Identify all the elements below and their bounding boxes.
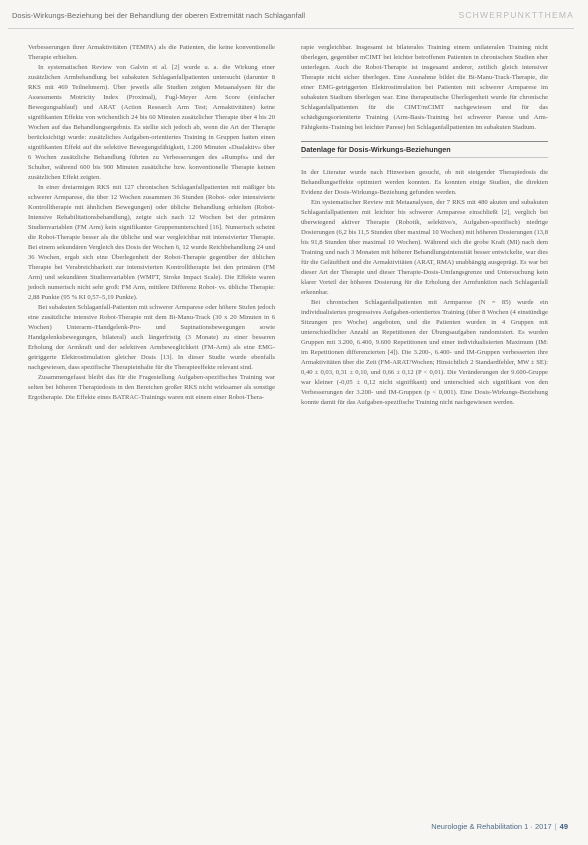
paragraph: In der Literatur wurde nach Hinweisen gesucht, ob mit steigender Therapiedosis die Behandlungseffekte optimiert werden konnten. Es konnten einige Studien, die direkten Evidenz der Dosis-Wirkungs-Beziehung gefunden werden. xyxy=(301,169,548,196)
page-number: 49 xyxy=(559,822,568,831)
paragraph: Bei subakuten Schlaganfall-Patienten mit schwerer Armparese oder höhere Stufen jedoch eine zusätzliche intensive Robot-Therapie mit dem Bi-Manu-Track (30 x 20 Minuten in 6 Wochen) Unterarm-/Handgelenk-Pro- und Supinationsbewegungen sowie Handgelenksbewegungen, bilateral) auch längerfristig (3 Monate) zu einer besseren Erholung der Armkraft und der selektiven Armbeweglichkeit (FM-Arm) als eine EMG-getriggerte Elektrostimulation gleicher Dosis [13]. In dieser Studie wurde ebenfalls nachgewiesen, dass spezifische Therapieinhalte für die Therapieeffekte relevant sind. xyxy=(28,304,275,371)
journal-name: Neurologie & Rehabilitation 1 · 2017 xyxy=(431,822,552,831)
paragraph: In einer dreiarmigen RKS mit 127 chronischen Schlaganfallpatienten mit mäßiger bis schwerer Armparese, die über 12 Wochen zusammen 36 Stunden (Robot- oder intensivierte Kontrolltherapie mit ähnlichen Bewegungen) oder übliche Behandlung erhielten (Robot-Intensive Rehabilitationsbehandlung), zeigte sich nach 12 Wochen bei der primären Studienvariablen (FM Arm) kein signifikanter Gruppenunterschied [16]. Numerisch scheint die Robot-Therapie besser als die übliche und war vergleichbar mit intensivierter Therapie. Bei einem sekundären Vergleich des Dosis der Wochen 6, 12 wurde Reichbehandlung 24 und 36 Wochen, ergab sich eine Überlegenheit der Robot-Therapie gegenüber der üblichen Therapie bei Verabreichbarkeit zur intensivierten Kontrolltherapie bei den primären (FM Arm) und sekundären Studienvariablen (WMFT, Stroke Impact Scale). Die Effekte waren jedoch numerisch nicht sehr groß: FM Arm, mittlere Differenz Robot- vs. übliche Therapie: 2,88 Punkte (95 % KI 0,57–5,19 Punkte). xyxy=(28,184,275,301)
paragraph: Zusammengefasst bleibt das für die Fragestellung Aufgaben-spezifisches Training war selten bei höheren Therapiedosis in den Bereichen großer RKS nicht wirksamer als sonstige Ergotherapie. Die Effekte eines BATRAC-Trainings waren mit einem einer Robot-Thera- xyxy=(28,374,275,401)
paragraph: In systematischen Review von Galvin et al. [2] wurde u. a. die Wirkung einer zusätzlichen Armbehandlung bei subakuten Schlaganfallpatienten untersucht (darunter 8 RKS mit 469 Teilnehmern). Über jeweils alle Studien zeigten Metaanalysen für die Assessments Motricity Index (Proximal), Fugl-Meyer Arm Score (einfacher Bewegungsablauf) und ARAT (Action Research Arm Test; Armaktivitäten) keine signifikanten Effekte von wöchentlich 24 bis 60 Minuten zusätzlicher Therapie über 4 bis 20 Wochen auf das Behandlungsergebnis. Es stellte sich jedoch ab, wenn die Art der Therapie berücksichtigt wurde: zusätzliches Aufgaben-orientiertes Training in Gruppen hatten einen signifikanten Effekt auf die selektive Bewegungsfähigkeit, 1.200 Minuten «Dualaktiv» über 6 Wochen zusätzliche Behandlung führten zu Verbesserungen des «Rumpfs» und der Schulter, während 600 bis 900 Minuten zusätzliche bzw. konventionelle Therapie keinen zusätzlichen Effekt zeigten. xyxy=(28,64,275,181)
footer-separator: | xyxy=(554,822,557,831)
section-label: SCHWERPUNKTTHEMA xyxy=(458,10,574,20)
running-header xyxy=(8,8,574,29)
left-column xyxy=(28,43,275,403)
paragraph: Verbesserungen ihrer Armaktivitäten (TEMPA) als die Patienten, die keine konventionelle Therapie erhielten. xyxy=(28,44,275,61)
paragraph: Bei chronischen Schlaganfallpatienten mit Armparese (N = 85) wurde ein individualisiertes progressives Aufgaben-orientiertes Training (über 8 Wochen (4 einstündige Sitzungen pro Woche) angeboten, und die Patienten wurden in 4 Gruppen mit unterschiedlicher Anzahl an Repetitionen der Übungsaufgaben randomisiert. Es wurden Gruppen mit 3.200, 6.400, 9.600 Repetitionen und einer individualisierten Maximum (IM: im Repetitionen differenzierten [4]). Die 3.200-, 6.400- und IM-Gruppen verbesserten ihre Armaktivitäten über die Zeit (FM-ARAT/Wochen; Hinsichtlich 2 Standardfehler, MW ± SE): 0,40 ± 0,03, 0,31 ± 0,10, und 0,66 ± 0,12 (P < 0,01). Die Veränderungen der 9.600-Gruppe war kleiner (-0,05 ± 0,12 nicht signifikant) und unterschied sich signifikant von den Verbesserungen der 3.200- und IM-Gruppen (p < 0,001). Eine Dosis-Wirkungs-Beziehung konnte damit für das Aufgaben-spezifische Training nicht nachgewiesen werden. xyxy=(301,299,548,406)
right-column xyxy=(301,43,548,408)
section-heading: Datenlage für Dosis-Wirkungs-Beziehungen xyxy=(301,141,548,158)
paragraph: rapie vergleichbar. Insgesamt ist bilaterales Training einem unilateralen Training nicht überlegen, gegenüber mCIMT bei leichter betroffenen Patienten in chronischen Studien eher unterlegen. Auch die Robot-Therapie ist insgesamt anderer, zeitlich gleich intensiver Therapie nicht sicher überlegen. Eine Ausnahme bildet die Bi-Manu-Track-Therapie, die einer EMG-getriggerten Elektrostimulation bei Patienten mit schwerer Armparese im subakuten Stadium überlegen war. Eine therapeutische Überlegenheit wurde für chronische Schlaganfallpatienten für die CIMT/mCIMT nachgewiesen und für das schädigungsorientierte Training (Arm-Basis-Training bei schwerer Parese und Arm-Fähigkeits-Training bei leichter Parese) bei Schlaganfallpatienten im subakuten Stadium. xyxy=(301,44,548,131)
paragraph: Ein systematischer Review mit Metaanalysen, der 7 RKS mit 480 akuten und subakuten Schlaganfallpatienten mit leichter bis schwerer Armparese einschließt [2], verglich bei überwiegend aktiver Therapie (Robotik, selektive/s, Aufgaben-spezifisch) niedrige Dosierungen (6,2 bis 11,5 Stunden über maximal 10 Wochen) mit höheren Dosierungen (13,8 bis 91,8 Stunden über maximal 10 Wochen). Während sich die grobe Kraft (MI) nach dem Training und nach 3 Monaten mit höherer Behandlungsintensität besser entwickelte, war dies für die Geläuftheit und die Armaktivitäten (ARAT, RMA) unabhängig ausgeprägt. Es war bei dieser Art der Therapie und dieser Therapie-Dosis-Umfangsgrenze und Untersuchung kein klarer Vorteil der höheren Dosierung für die Erholung der Armfunktion nach Schlaganfall erkennbar. xyxy=(301,199,548,296)
page-footer xyxy=(431,822,568,831)
running-title: Dosis-Wirkungs-Beziehung bei der Behandlung der oberen Extremität nach Schlaganfall xyxy=(12,11,306,20)
